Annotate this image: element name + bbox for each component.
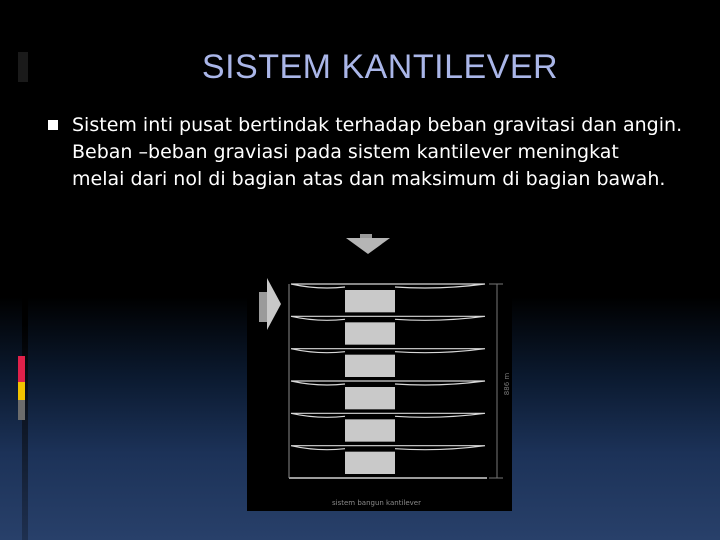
gravity-load-arrow-icon [346,234,390,254]
accent-gray-bar [18,400,25,420]
height-dimension-label: 886 m [503,372,511,396]
wind-load-arrow-icon [259,278,281,330]
bullet-line-1: Sistem inti pusat bertindak terhadap beban gravitasi dan angin. [72,114,683,136]
core-segment [345,387,395,409]
accent-red-bar [18,356,25,382]
core-segment [345,419,395,441]
floor-slab [291,413,485,417]
cantilever-diagram-svg [247,228,512,511]
slide-title: SISTEM KANTILEVER [201,48,559,86]
title-marker-block [18,52,28,82]
bullet-item [48,112,708,193]
floor-slab [291,446,485,450]
core-segment [345,355,395,377]
core-segment [345,452,395,474]
bullet-square-icon [48,120,58,130]
floor-slab [291,284,485,288]
accent-yellow-bar [18,382,25,400]
floor-slab [291,349,485,353]
core-segment [345,322,395,344]
cantilever-diagram [247,228,512,511]
central-core [291,284,485,474]
core-segment [345,290,395,312]
bullet-line-2: Beban –beban graviasi pada sistem kantilever meningkat [72,141,619,163]
floor-slab [291,381,485,385]
bullet-line-3: melai dari nol di bagian atas dan maksimum di bagian bawah. [72,168,666,190]
floor-slab [291,316,485,320]
figure-caption: sistem bangun kantilever [332,499,421,507]
